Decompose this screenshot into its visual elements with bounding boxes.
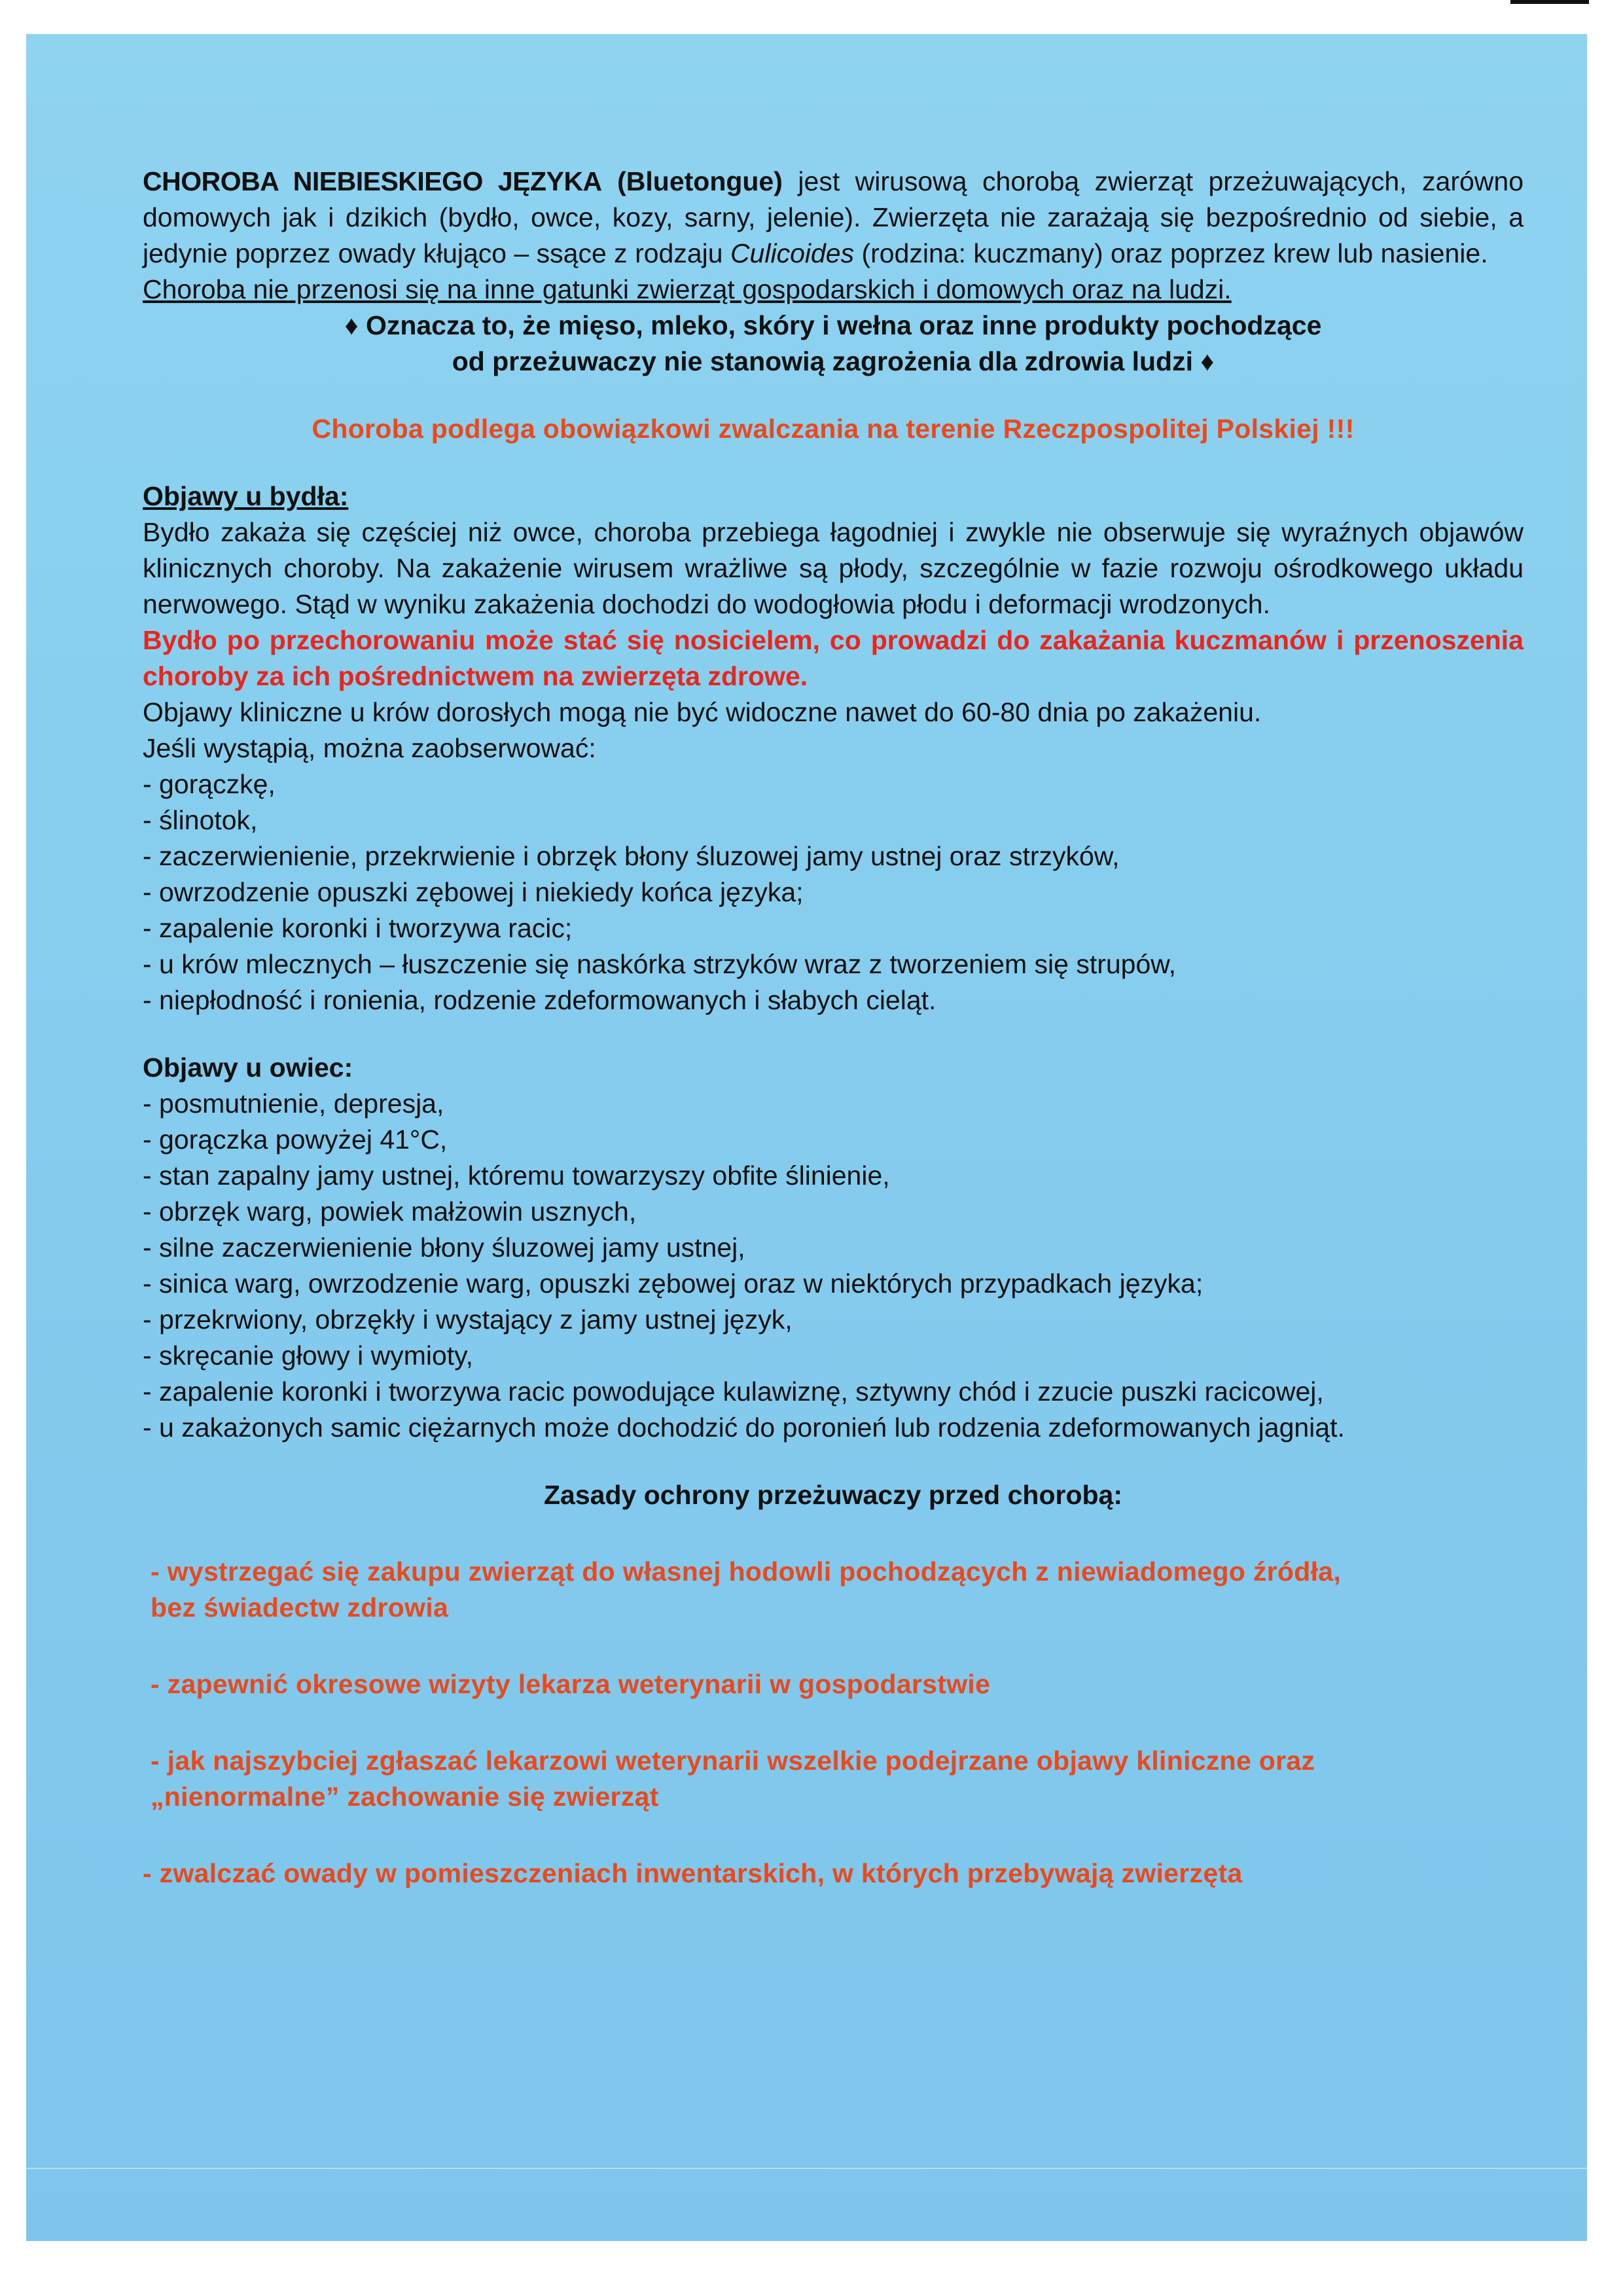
cattle-symptom-list	[143, 766, 1524, 1018]
cattle-paragraph-1: Bydło zakaża się częściej niż owce, choroba przebiega łagodniej i zwykle nie obserwuje się wyraźnych objawów klinicznych choroby. Na zakażenie wirusem wrażliwe są płody, szczególnie w fazie rozwoju ośrodkowego układu nerwowego. Stąd w wyniku zakażenia dochodzi do wodogłowia płodu i deformacji wrodzonych.	[143, 517, 1524, 619]
leaflet-content	[143, 164, 1524, 1892]
scan-edge-mark	[1510, 0, 1589, 4]
safety-note-line-2	[143, 344, 1524, 380]
sheep-symptoms-heading: Objawy u owiec:	[143, 1052, 353, 1083]
cattle-symptoms-heading: Objawy u bydła:	[143, 481, 349, 511]
protection-heading: Zasady ochrony przeżuwaczy przed chorobą:	[544, 1480, 1122, 1510]
protection-item-1: - wystrzegać się zakupu zwierząt do własnej hodowli pochodzących z niewiadomego źródła, bez świadectw zdrowia	[151, 1556, 1342, 1623]
list-item: - sinica warg, owrzodzenie warg, opuszki zębowej oraz w niektórych przypadkach języka;	[143, 1268, 1204, 1299]
list-item: - zaczerwienienie, przekrwienie i obrzęk błony śluzowej jamy ustnej oraz strzyków,	[143, 841, 1120, 871]
cattle-paragraph-3: Jeśli wystąpią, można zaobserwować:	[143, 733, 596, 763]
list-item: - owrzodzenie opuszki zębowej i niekiedy końca języka;	[143, 877, 804, 907]
list-item: - gorączkę,	[143, 769, 276, 799]
list-item: - zapalenie koronki i tworzywa racic powodujące kulawiznę, sztywny chód i zzucie puszki racicowej,	[143, 1376, 1324, 1407]
list-item: - skręcanie głowy i wymioty,	[143, 1340, 474, 1371]
list-item: - przekrwiony, obrzękły i wystający z jamy ustnej język,	[143, 1304, 793, 1335]
leaflet-page	[26, 34, 1587, 2241]
mandatory-control-notice: Choroba podlega obowiązkowi zwalczania na terenie Rzeczpospolitej Polskiej !!!	[312, 414, 1355, 444]
no-human-transmission: Choroba nie przenosi się na inne gatunki zwierząt gospodarskich i domowych oraz na ludzi.	[143, 274, 1232, 304]
diamond-bullet-icon: ♦	[344, 310, 359, 340]
list-item: - niepłodność i ronienia, rodzenie zdeformowanych i słabych cieląt.	[143, 985, 936, 1015]
list-item: - stan zapalny jamy ustnej, któremu towarzyszy obfite ślinienie,	[143, 1160, 890, 1191]
list-item: - zapalenie koronki i tworzywa racic;	[143, 913, 573, 943]
list-item: - ślinotok,	[143, 805, 258, 835]
intro-text-1: jest wirusową chorobą zwierząt przeżuwających, zarówno domowych jak i dzikich (bydło, owce, kozy, sarny, jelenie). Zwierzęta nie zarażają się bezpośrednio od siebie, a jedynie poprzez owady kłująco – ssące z rodzaju	[143, 166, 1524, 268]
list-item: - u krów mlecznych – łuszczenie się naskórka strzyków wraz z tworzeniem się strupów,	[143, 949, 1177, 979]
disease-title-english: (Bluetongue)	[601, 166, 783, 196]
protection-item-2: - zapewnić okresowe wizyty lekarza weterynarii w gospodarstwie	[151, 1669, 991, 1699]
intro-text-2: (rodzina: kuczmany) oraz poprzez krew lub nasienie.	[854, 238, 1488, 268]
safety-text-1: Oznacza to, że mięso, mleko, skóry i wełna oraz inne produkty pochodzące	[365, 310, 1322, 340]
intro-paragraph	[143, 164, 1524, 272]
sheep-symptom-list	[143, 1086, 1524, 1446]
list-item: - posmutnienie, depresja,	[143, 1088, 444, 1119]
disease-title: CHOROBA NIEBIESKIEGO JĘZYKA	[143, 166, 602, 196]
safety-note-line-1	[143, 308, 1524, 344]
genus-name: Culicoides	[730, 238, 855, 268]
list-item: - u zakażonych samic ciężarnych może dochodzić do poronień lub rodzenia zdeformowanych jagniąt.	[143, 1412, 1345, 1443]
protection-item-4: - zwalczać owady w pomieszczeniach inwentarskich, w których przebywają zwierzęta	[143, 1858, 1243, 1888]
cattle-carrier-warning: Bydło po przechorowaniu może stać się nosicielem, co prowadzi do zakażania kuczmanów i przenoszenia choroby za ich pośrednictwem na zwierzęta zdrowe.	[143, 625, 1524, 691]
cattle-paragraph-2: Objawy kliniczne u krów dorosłych mogą nie być widoczne nawet do 60-80 dnia po zakażeniu.	[143, 697, 1262, 727]
page-divider-line	[26, 2168, 1587, 2169]
diamond-bullet-icon: ♦	[1200, 346, 1215, 376]
protection-item-3: - jak najszybciej zgłaszać lekarzowi weterynarii wszelkie podejrzane objawy kliniczne oraz „nienormalne” zachowanie się zwierząt	[151, 1746, 1315, 1812]
safety-text-2: od przeżuwaczy nie stanowią zagrożenia dla zdrowia ludzi	[452, 346, 1193, 376]
list-item: - obrzęk warg, powiek małżowin usznych,	[143, 1196, 637, 1227]
list-item: - silne zaczerwienienie błony śluzowej jamy ustnej,	[143, 1232, 745, 1263]
list-item: - gorączka powyżej 41°C,	[143, 1124, 448, 1155]
